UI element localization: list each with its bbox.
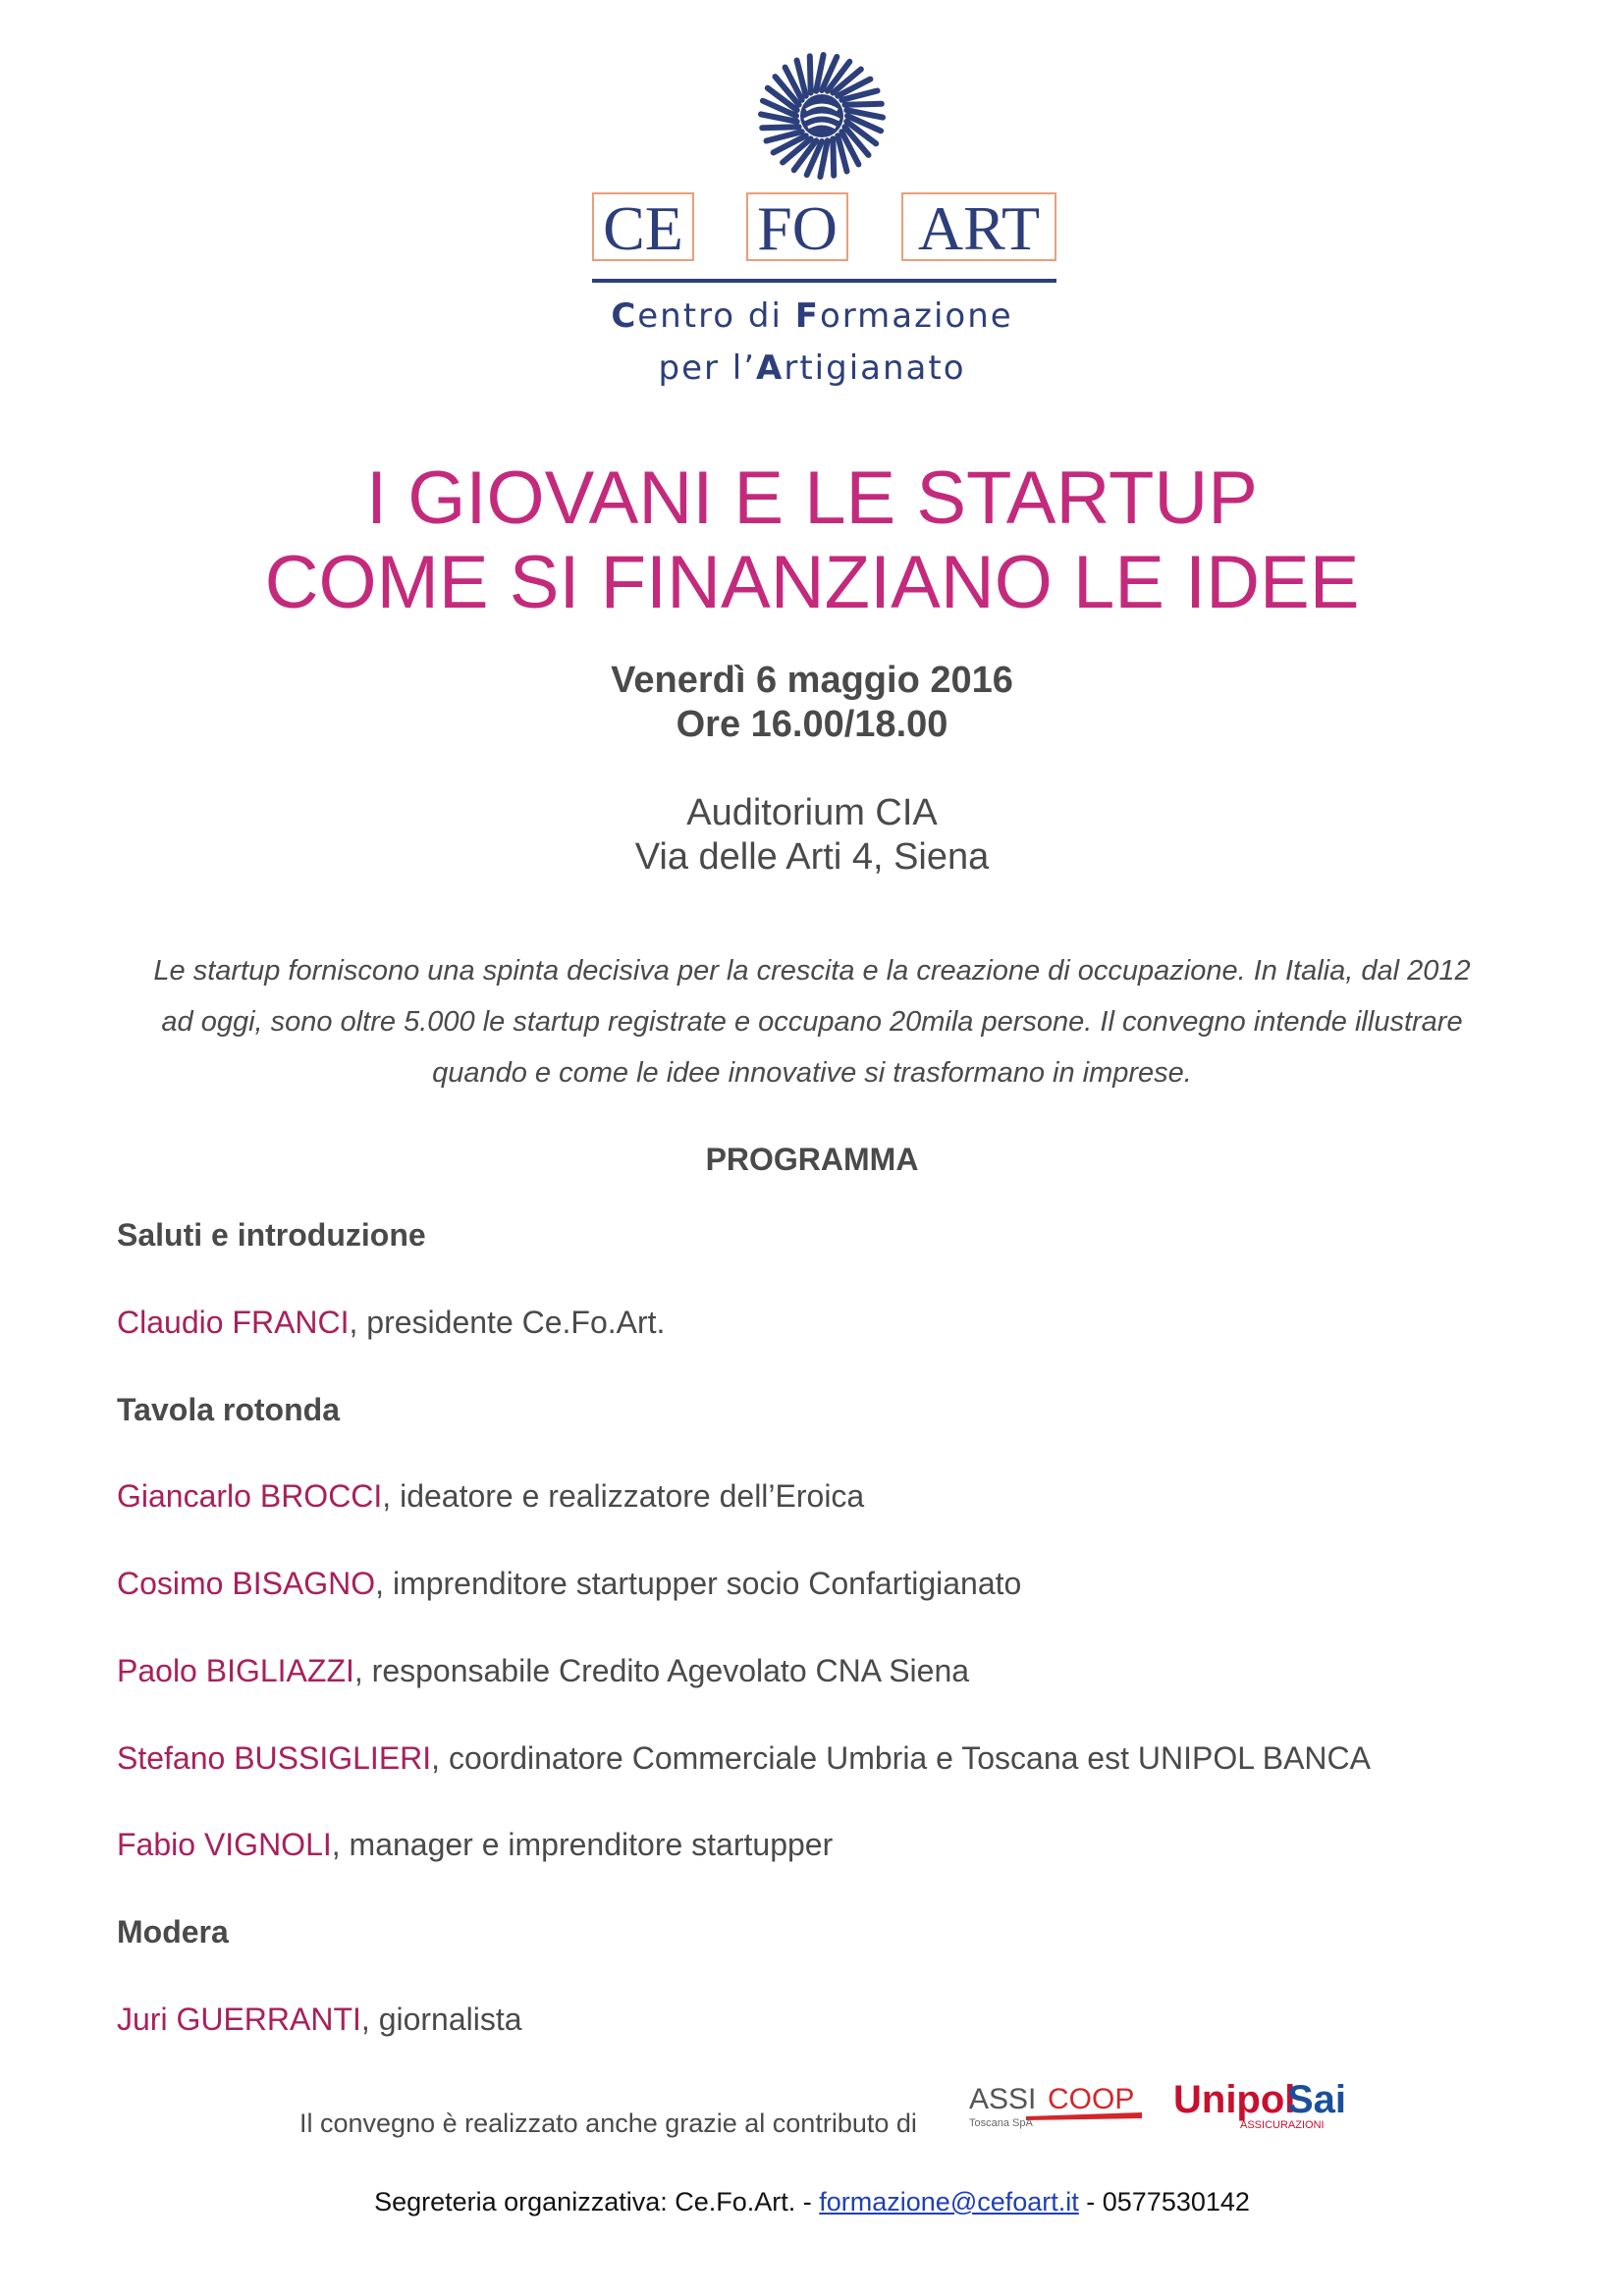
programma-heading: PROGRAMMA [705,1142,919,1177]
speaker-juri-guerranti: Juri GUERRANTI, giornalista [117,2002,522,2037]
section-modera: Modera [117,1914,229,1949]
logo-box-fo: FO [746,192,848,261]
assicoop-logo [967,2079,1144,2130]
logo-subtitle-line1: Centro di Formazione [611,296,1013,336]
section-tavola-rotonda: Tavola rotonda [117,1392,340,1427]
logo-subtitle-line2: per l’Artigianato [658,348,966,388]
intro-line: Le startup forniscono una spinta decisiva per la crescita e la creazione di occupazione. In Italia, dal 2012 [153,955,1471,987]
event-address: Via delle Arti 4, Siena [634,836,990,878]
intro-line: ad oggi, sono oltre 5.000 le startup registrate e occupano 20mila persone. Il convegno intende illustrare [161,1006,1463,1038]
title-line2: COME SI FINANZIANO LE IDEE [264,541,1360,624]
unipolsai-logo-subtext: ASSICURAZIONI [1240,2119,1325,2131]
event-date: Venerdì 6 maggio 2016 [611,660,1013,701]
speaker-fabio-vignoli: Fabio VIGNOLI, manager e imprenditore startupper [117,1827,834,1862]
event-time: Ore 16.00/18.00 [676,704,948,745]
section-saluti: Saluti e introduzione [117,1217,426,1253]
title-line1: I GIOVANI E LE STARTUP [366,456,1258,540]
logo-rule [592,279,1056,283]
unipolsai-logo [1171,2071,1347,2134]
logo-box-art: ART [901,192,1056,261]
cefoart-emblem-icon [753,47,891,185]
sponsor-text: Il convegno è realizzato anche grazie al contributo di [299,2109,917,2138]
assicoop-logo-text-coop: COOP [1048,2083,1135,2115]
footer-email-link[interactable]: formazione@cefoart.it [819,2187,1079,2216]
intro-line: quando e come le idee innovative si trasformano in imprese. [432,1057,1192,1089]
intro-paragraph [108,945,1516,1098]
unipolsai-logo-text-sai: Sai [1287,2078,1347,2121]
assicoop-logo-text-assi: ASSI [969,2083,1037,2115]
speaker-cosimo-bisagno: Cosimo BISAGNO, imprenditore startupper socio Confartigianato [117,1566,1022,1601]
speaker-claudio-franci: Claudio FRANCI, presidente Ce.Fo.Art. [117,1305,666,1340]
assicoop-logo-subtext: Toscana SpA [969,2117,1033,2129]
event-venue: Auditorium CIA [686,792,938,833]
speaker-stefano-bussiglieri: Stefano BUSSIGLIERI, coordinatore Commerciale Umbria e Toscana est UNIPOL BANCA [117,1740,1371,1776]
logo-box-ce: CE [592,192,694,261]
speaker-paolo-bigliazzi: Paolo BIGLIAZZI, responsabile Credito Agevolato CNA Siena [117,1653,970,1688]
footer-contact: Segreteria organizzativa: Ce.Fo.Art. - formazione@cefoart.it - 0577530142 [374,2187,1250,2216]
speaker-giancarlo-brocci: Giancarlo BROCCI, ideatore e realizzatore dell’Eroica [117,1478,865,1514]
unipolsai-logo-text-unipol: Unipol [1173,2078,1296,2121]
